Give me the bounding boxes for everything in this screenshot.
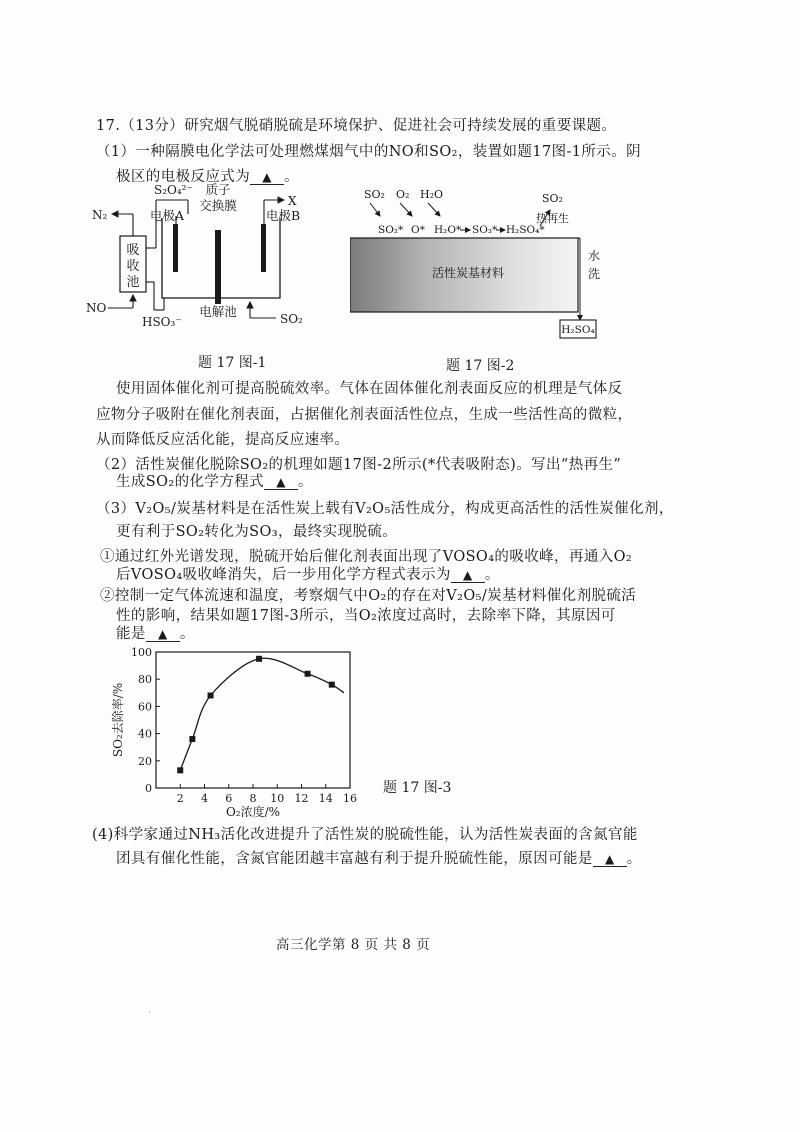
so2-input-label: SO₂ (280, 312, 303, 326)
x-tick-label: 14 (318, 792, 333, 805)
figure-17-2-caption: 题 17 图-2 (446, 358, 515, 374)
electrode-a (173, 224, 178, 272)
y-tick-label: 40 (138, 727, 152, 741)
data-point-marker (329, 682, 335, 688)
h2o-gas-label: H₂O (420, 188, 444, 201)
cell-label: 电解池 (199, 304, 237, 319)
sub1-text: 后VOSO₄吸收峰消失，后一步用化学方程式表示为 (116, 567, 451, 583)
part2-end: 。 (298, 474, 313, 490)
sub1-end: 。 (484, 567, 500, 583)
so2-removal-curve (180, 658, 344, 770)
x-output-label: X (288, 194, 297, 208)
h2o-adsorbed-label: H₂O* (434, 224, 462, 236)
proton-membrane (215, 230, 221, 304)
sub2-text: 能是 (116, 626, 146, 642)
figure-17-1-diagram (70, 178, 370, 338)
n2-label: N₂ (92, 208, 108, 222)
s2o4-label: S₂O₄²⁻ (154, 183, 193, 197)
sub2-end: 。 (179, 626, 195, 642)
data-point-marker (177, 767, 183, 773)
x-tick-label: 2 (176, 792, 184, 805)
figure-17-3-chart (108, 640, 368, 820)
figure-17-1-caption: 题 17 图-1 (198, 355, 267, 371)
x-tick-label: 6 (225, 792, 233, 805)
so2-regenerated-label: SO₂ (542, 192, 563, 205)
no-label: NO (86, 301, 107, 315)
y-tick-label: 20 (138, 754, 152, 768)
answer-blank: ▲ (593, 852, 627, 867)
absorber-label-3: 池 (126, 275, 140, 290)
question-17-part3-line2: 更有利于SO₂转化为SO₃，最终实现脱硫。 (116, 524, 398, 540)
x-tick-label: 10 (270, 792, 285, 805)
part4-end: 。 (626, 851, 642, 867)
question-17-part2-line1: （2）活性炭催化脱除SO₂的机理如题17图-2所示(*代表吸附态)。写出“热再生” (96, 457, 622, 473)
x-tick-label: 12 (294, 792, 309, 805)
y-tick-label: 60 (138, 700, 152, 714)
y-axis-label: SO₂去除率/% (111, 682, 125, 758)
heat-regeneration-label: 热再生 (536, 212, 569, 225)
h2so4-product-label: H₂SO₄ (561, 324, 595, 336)
question-17-part3-line1: （3）V₂O₅/炭基材料是在活性炭上载有V₂O₅活性成分，构成更高活性的活性炭催化剂， (96, 501, 674, 517)
x-tick-label: 16 (343, 792, 357, 805)
y-tick-label: 80 (138, 673, 152, 687)
answer-blank: ▲ (146, 627, 180, 642)
absorber-label-1: 吸 (126, 243, 140, 258)
x-tick-label: 4 (201, 792, 208, 805)
so3-adsorbed-label: SO₃* (472, 224, 498, 236)
x-axis-ticks (177, 784, 357, 805)
so2-gas-label: SO₂ (364, 188, 385, 201)
plot-frame (156, 652, 350, 788)
membrane-label-1: 质子 (205, 182, 231, 197)
y-tick-label: 100 (131, 646, 152, 659)
absorber-label-2: 收 (126, 259, 140, 274)
catalyst-paragraph-line3: 从而降低反应活化能，提高反应速率。 (96, 432, 350, 448)
y-tick-label: 0 (145, 782, 152, 795)
part1-end: 。 (284, 169, 300, 185)
o2-gas-label: O₂ (396, 188, 410, 201)
catalyst-paragraph-line2: 应物分子吸附在催化剂表面，占据催化剂表面活性位点，生成一些活性高的微粒， (96, 407, 633, 423)
figure-17-3-caption: 题 17 图-3 (383, 780, 452, 796)
question-17-part4-line1: (4)科学家通过NH₃活化改进提升了活性炭的脱硫性能，认为活性炭表面的含氮官能 (92, 827, 638, 843)
electrode-b-label: 电极B (266, 208, 301, 223)
part2-text: 生成SO₂的化学方程式 (116, 474, 265, 490)
x-tick-label: 8 (249, 792, 257, 805)
material-label: 活性炭基材料 (431, 266, 505, 280)
question-17-sub1-line2 (116, 563, 500, 584)
electrode-a-label: 电极A (150, 208, 185, 223)
data-point-marker (256, 656, 262, 662)
data-point-marker (305, 671, 311, 677)
hso3-label: HSO₃⁻ (142, 315, 182, 329)
membrane-label-2: 交换膜 (199, 198, 237, 213)
page-footer: 高三化学第 8 页 共 8 页 (276, 937, 431, 953)
data-point-marker (189, 736, 195, 742)
question-17-header: 17.（13分）研究烟气脱硝脱硫是环境保护、促进社会可持续发展的重要课题。 (96, 118, 617, 134)
so2-adsorbed-label: SO₂* (378, 224, 404, 236)
electrode-b (261, 224, 266, 272)
water-wash-label-1: 水 (588, 249, 601, 263)
answer-blank: ▲ (264, 475, 298, 490)
part4-text: 团具有催化性能，含氮官能团越丰富越有利于提升脱硫性能，原因可能是 (116, 851, 593, 867)
h2so4-adsorbed-label: H₂SO₄* (506, 224, 545, 236)
catalyst-paragraph-line1: 使用固体催化剂可提高脱硫效率。气体在固体催化剂表面反应的机理是气体反 (116, 381, 623, 397)
o-adsorbed-label: O* (411, 224, 425, 236)
question-17-sub2-line1: ②控制一定气体流速和温度，考察烟气中O₂的存在对V₂O₅/炭基材料催化剂脱硫活 (100, 588, 637, 604)
question-17-sub2-line2: 性的影响，结果如题17图-3所示，当O₂浓度过高时，去除率下降，其原因可 (116, 608, 616, 624)
question-17-part2-line2 (116, 470, 313, 491)
question-17-sub1-line1: ①通过红外光谱发现，脱硫开始后催化剂表面出现了VOSO₄的吸收峰，再通入O₂ (100, 549, 633, 565)
part1-text: 极区的电极反应式为 (116, 169, 251, 185)
question-17-part1-line1: （1）一种隔膜电化学法可处理燃煤烟气中的NO和SO₂，装置如题17图-1所示。阴 (96, 144, 642, 160)
water-wash-label-2: 洗 (588, 267, 601, 281)
data-point-marker (208, 693, 214, 699)
answer-blank: ▲ (451, 568, 485, 583)
answer-blank: ▲ (250, 170, 284, 185)
scan-speck: · (148, 1008, 151, 1018)
figure-17-2-diagram (350, 180, 610, 340)
x-axis-label: O₂浓度/% (225, 805, 281, 819)
question-17-part4-line2 (116, 847, 642, 868)
